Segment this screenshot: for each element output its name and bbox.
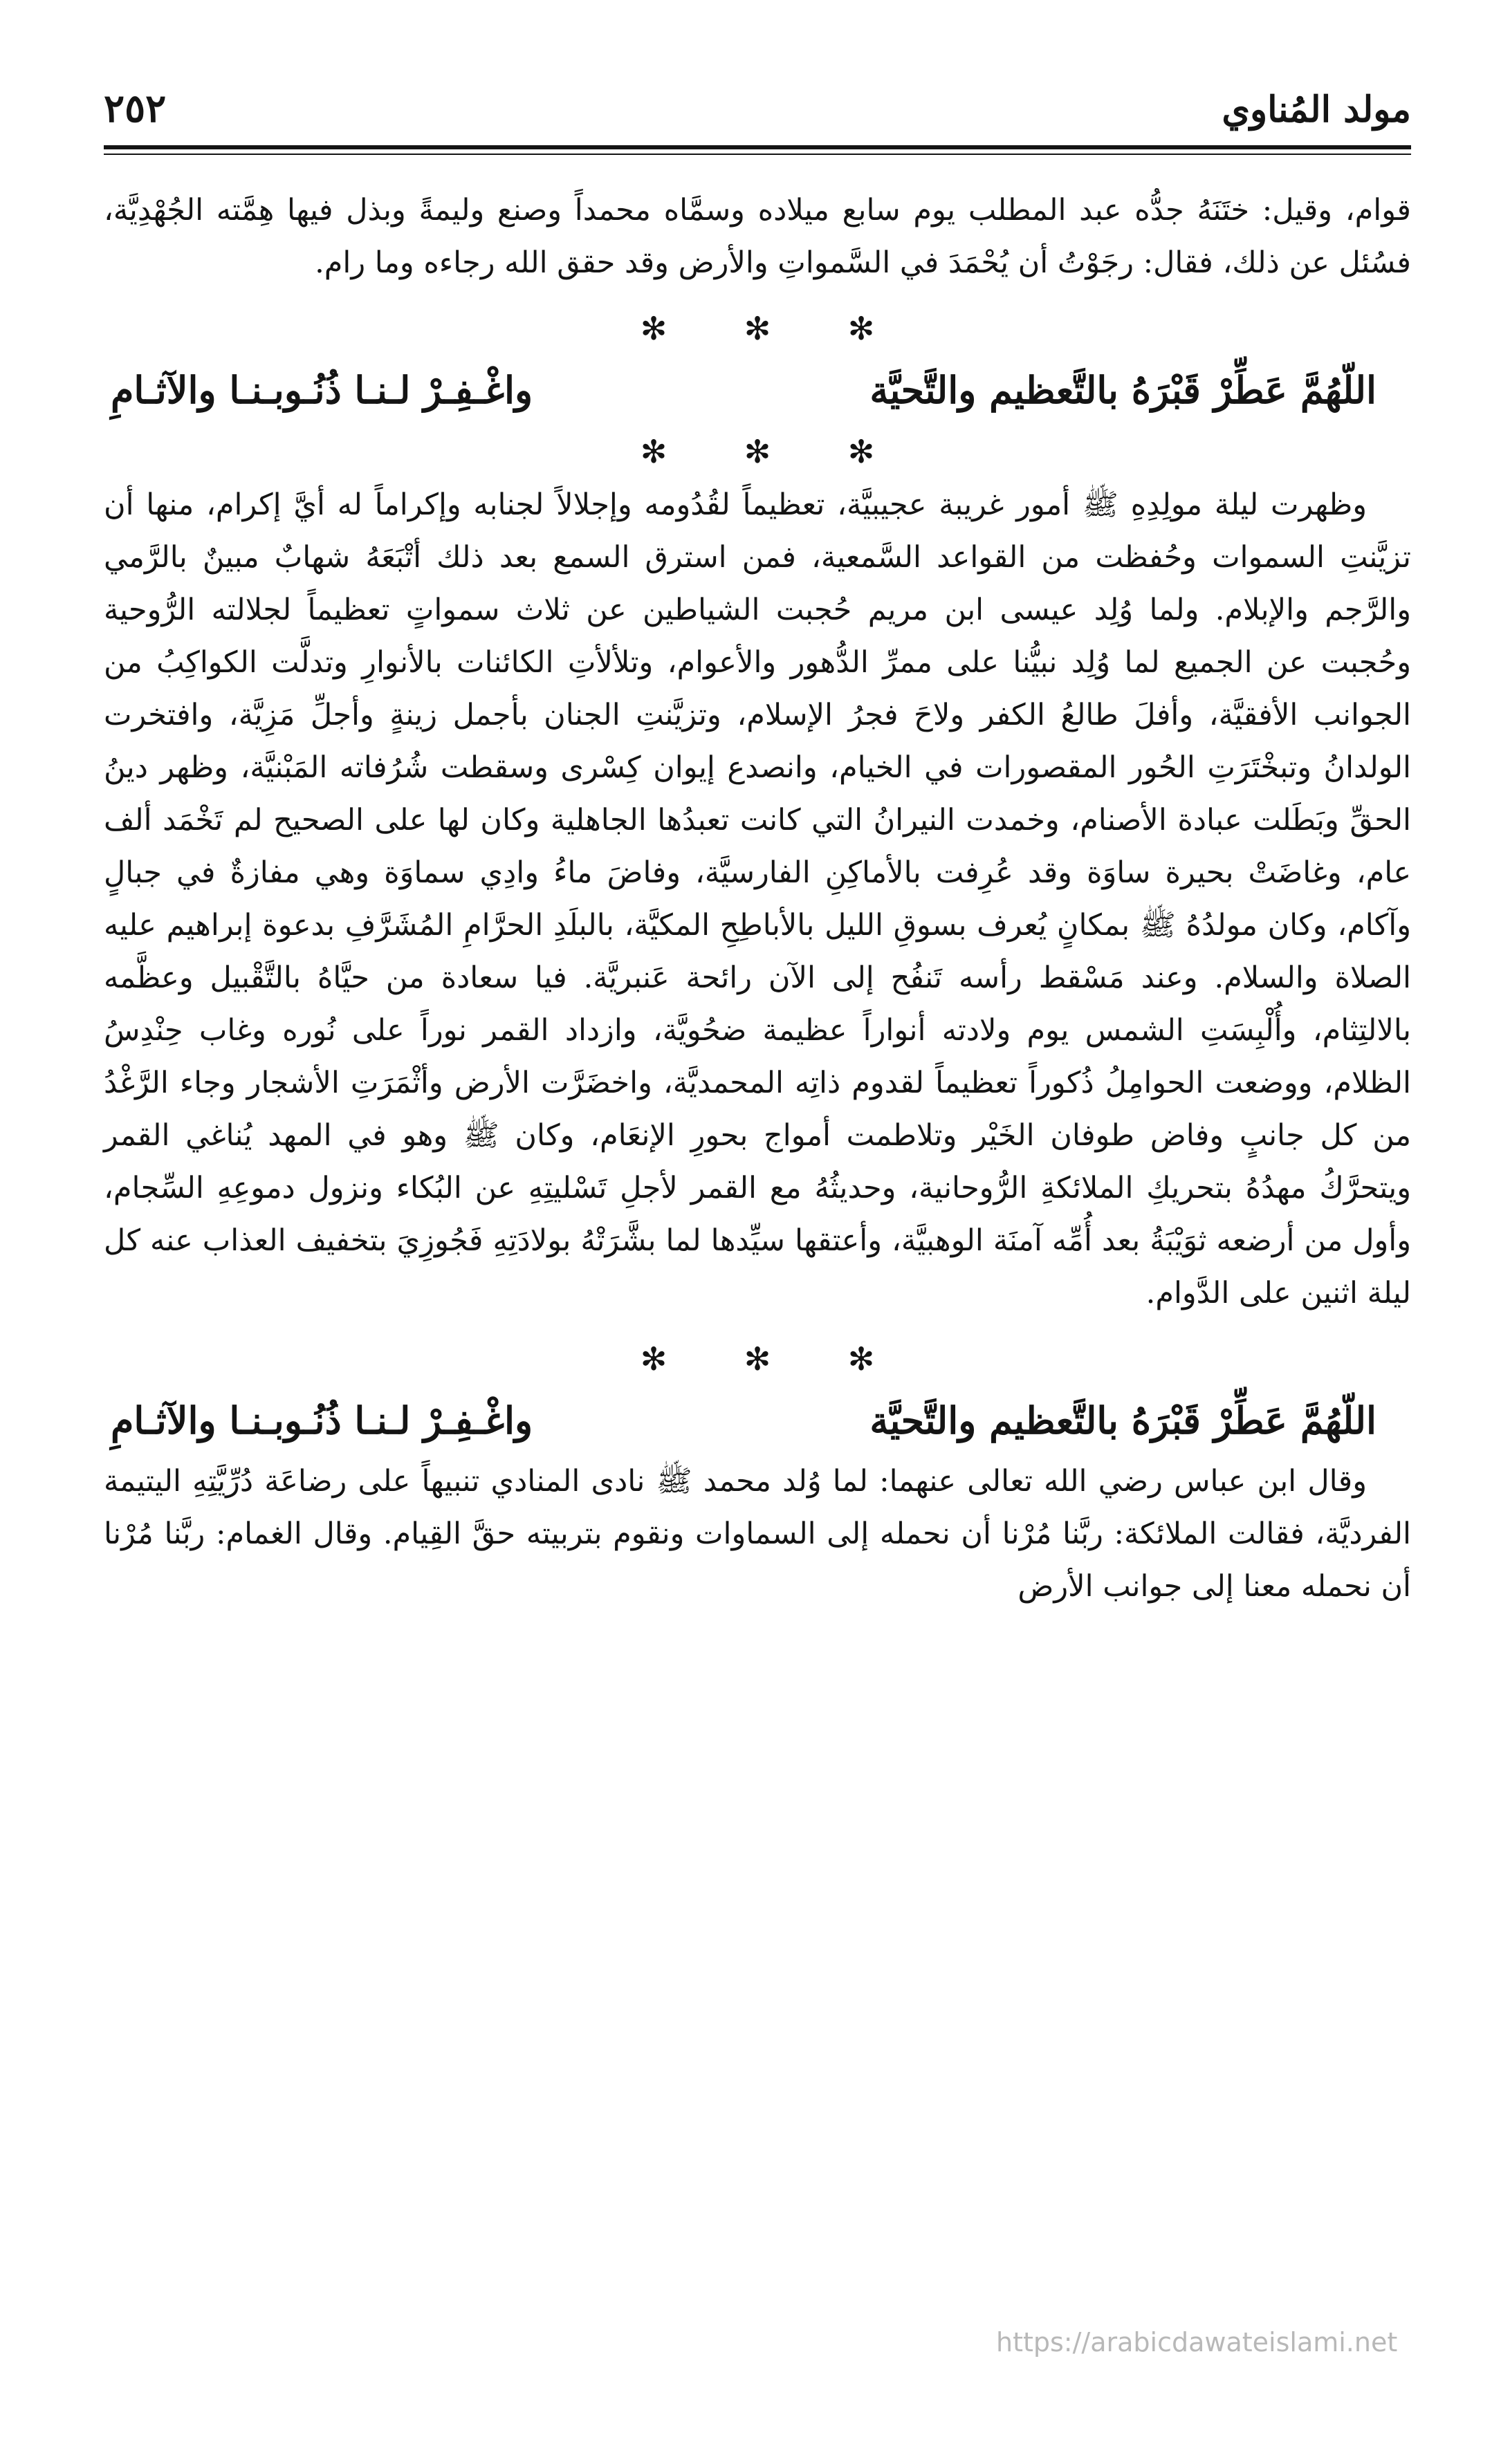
page-number: ٢٥٢: [104, 86, 167, 131]
star-ornament-1: [104, 302, 1411, 355]
paragraph-1: قوام، وقيل: ختَنَهُ جدُّه عبد المطلب يوم سابع ميلاده وسمَّاه محمداً وصنع وليمةً وبذل فيها هِمَّته الجُهْدِيَّة، فسُئل عن ذلك، فقال: رجَوْتُ أن يُحْمَدَ في السَّمواتِ والأرض وقد حقق الله رجاءه وما رام.: [104, 193, 1411, 280]
refrain-first-half: اللّهُمَّ عَطِّرْ قَبْرَهُ بالتَّعظيم والتَّحيَّة: [869, 368, 1377, 412]
page-header: [104, 76, 1411, 152]
star-ornament-icon: ✻: [640, 1340, 667, 1378]
star-ornament-2: [104, 425, 1411, 479]
star-ornament-icon: ✻: [847, 1340, 875, 1378]
paragraph-3: وقال ابن عباس رضي الله تعالى عنهما: لما وُلد محمد ﷺ نادى المنادي تنبيهاً على رضاعَة دُرِّيَّتِهِ اليتيمة الفرديَّة، فقالت الملائكة: ربَّنا مُرْنا أن نحمله إلى السماوات ونقوم بتربيته حقَّ القِيام. وقال الغمام: ربَّنا مُرْنا أن نحمله معنا إلى جوانب الأرض: [104, 1464, 1411, 1604]
star-ornament-icon: ✻: [640, 433, 667, 470]
star-ornament-icon: ✻: [847, 310, 875, 347]
book-page: [104, 76, 1411, 2427]
star-ornament-icon: ✻: [847, 433, 875, 470]
star-ornament-icon: ✻: [744, 433, 771, 470]
running-title: مولد المُناوي: [1222, 89, 1411, 131]
watermark-url: https://arabicdawateislami.net: [996, 2327, 1398, 2358]
refrain-second-half: واغْـفِـرْ لـنـا ذُنُـوبـنـا والآثـامِ: [111, 368, 533, 412]
star-ornament-3: [104, 1332, 1411, 1386]
header-rule-thick: [104, 145, 1411, 149]
refrain-line-2: [104, 1386, 1411, 1455]
refrain-line-1: [104, 355, 1411, 425]
star-ornament-icon: ✻: [744, 1340, 771, 1378]
refrain-first-half: اللّهُمَّ عَطِّرْ قَبْرَهُ بالتَّعظيم والتَّحيَّة: [869, 1398, 1377, 1443]
header-rule-thin: [104, 154, 1411, 155]
refrain-second-half: واغْـفِـرْ لـنـا ذُنُـوبـنـا والآثـامِ: [111, 1398, 533, 1443]
paragraph-2: وظهرت ليلة مولِدِهِ ﷺ أمور غريبة عجيبيَّة، تعظيماً لقُدُومه وإجلالاً لجنابه وإكراماً له أيَّ إكرام، منها أن تزيَّنتِ السموات وحُفظت من القواعد السَّمعية، فمن استرق السمع بعد ذلك أتْبَعَهُ شهابٌ مبينٌ بالرَّمي والرَّجم والإبلام. ولما وُلِد عيسى ابن مريم حُجبت الشياطين عن ثلاث سمواتٍ تعظيماً لجلالته الرُّوحية وحُجبت عن الجميع لما وُلِد نبيُّنا على ممرِّ الدُّهور والأعوام، وتلألأتِ الكائنات بالأنوارِ وتدلَّت الكواكِبُ من الجوانب الأفقيَّة، وأفلَ طالعُ الكفر ولاحَ فجرُ الإسلام، وتزيَّنتِ الجنان بأجمل زينةٍ وأجلِّ مَزِيَّة، وافتخرت الولدانُ وتبخْتَرَتِ الحُور المقصورات في الخيام، وانصدع إيوان كِسْرى وسقطت شُرُفاته المَبْنيَّة، وظهر دينُ الحقِّ وبَطَلت عبادة الأصنام، وخمدت النيرانُ التي كانت تعبدُها الجاهلية وكان لها على الصحيح لم تَخْمَد ألف عام، وغاضَتْ بحيرة ساوَة وقد عُرِفت بالأماكِنِ الفارسيَّة، وفاضَ ماءُ وادِي سماوَة وهي مفازةٌ في جبالٍ وآكام، وكان مولدُهُ ﷺ بمكانٍ يُعرف بسوقِ الليل بالأباطِحِ المكيَّة، بالبلَدِ الحرَّامِ المُشَرَّفِ بدعوة إبراهيم عليه الصلاة والسلام. وعند مَسْقط رأسه تَنفُح إلى الآن رائحة عَنبريَّة. فيا سعادة من حيَّاهُ بالتَّقْبيل وعظَّمه بالالتِثام، وأُلْبِسَتِ الشمس يوم ولادته أنواراً عظيمة ضحُويَّة، وازداد القمر نوراً على نُوره وغاب حِنْدِسُ الظلام، ووضعت الحوامِلُ ذُكوراً تعظيماً لقدوم ذاتِه المحمديَّة، واخضَرَّت الأرض وأثْمَرَتِ الأشجار وجاء الرَّغْدُ من كل جانبٍ وفاض طوفان الخَيْر وتلاطمت أمواج بحورِ الإنعَام، وكان ﷺ وهو في المهد يُناغي القمر ويتحرَّكُ مهدُهُ بتحريكِ الملائكةِ الرُّوحانية، وحديثُهُ مع القمر لأجلِ تَسْليتِهِ عن البُكاء ونزول دموعِهِ السِّجام، وأول من أرضعه ثوَيْبَةُ بعد أُمِّه آمنَة الوهبيَّة، وأعتقها سيِّدها لما بشَّرَتْهُ بولادَتِهِ فَجُوزِيَ بتخفيف العذاب عنه كل ليلة اثنين على الدَّوام.: [104, 488, 1411, 1310]
star-ornament-icon: ✻: [640, 310, 667, 347]
star-ornament-icon: ✻: [744, 310, 771, 347]
